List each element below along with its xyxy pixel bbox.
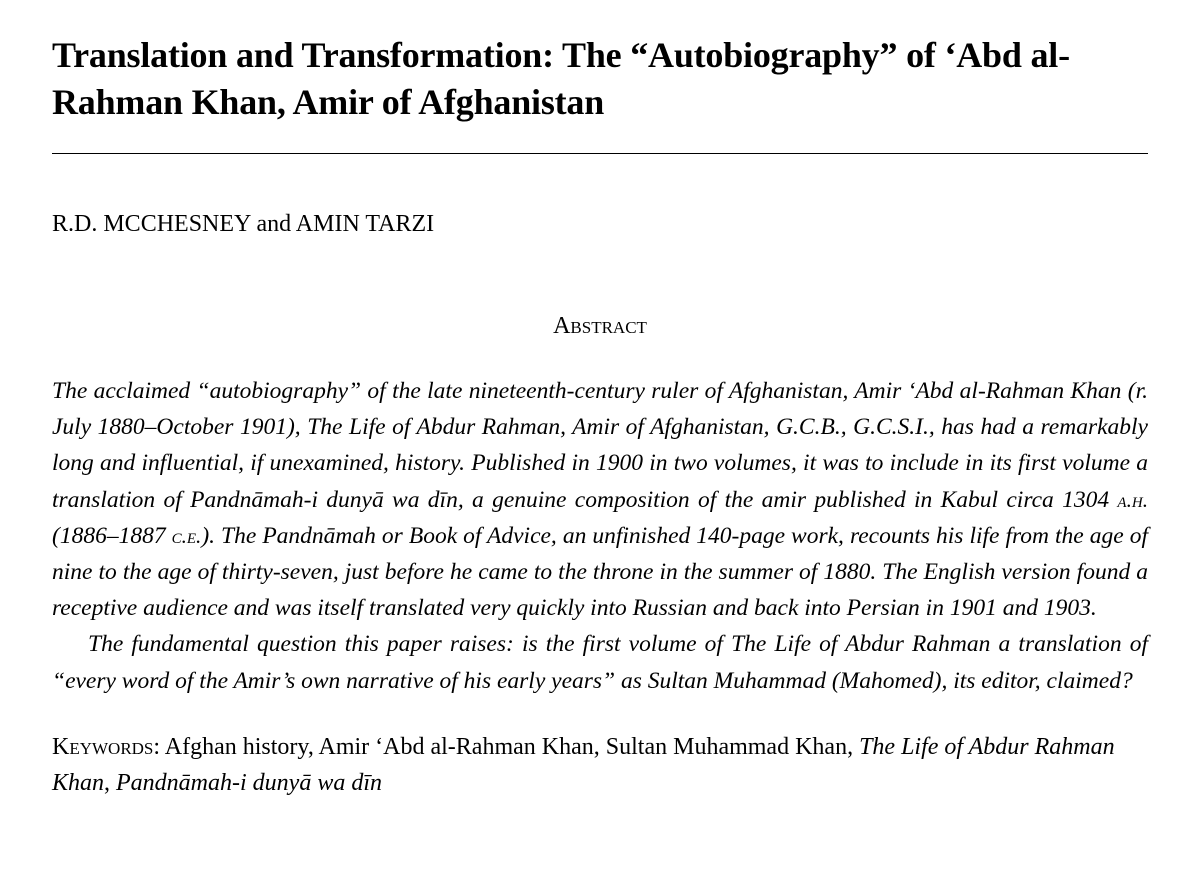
abstract-text-b: (1886–1887 (52, 522, 172, 549)
paper-title: Translation and Transformation: The “Autobiography” of ‘Abd al-Rahman Khan, Amir of Afghanistan (52, 35, 1070, 122)
era-ce: c.e. (171, 523, 202, 548)
abstract-text-c: ). The Pandnāmah or Book of Advice, an unfinished 140-page work, recounts his life from the age of nine to the age of thirty-seven, just before he came to the throne in the summer of 1880. The English version found a receptive audience and was itself translated very quickly into Russian and back into Persian in 1901 and 1903. (52, 522, 1148, 622)
author-line: R.D. MCCHESNEY and AMIN TARZI (52, 211, 435, 237)
keyword-italic-2: Pandnāmah-i dunyā wa dīn (116, 769, 382, 796)
keywords-label: Keywords: (52, 733, 161, 760)
keywords-line (52, 729, 1148, 801)
keywords-separator: , (104, 769, 117, 796)
abstract-paragraph-2: The fundamental question this paper raises: is the first volume of The Life of Abdur Rahman a translation of “every word of the Amir’s own narrative of his early years” as Sultan Muhammad (Mahomed), its editor, claimed? (52, 631, 1148, 694)
abstract-body (52, 373, 1148, 699)
keywords-plain: Afghan history, Amir ‘Abd al-Rahman Khan, Sultan Muhammad Khan, (160, 733, 860, 760)
abstract-paragraph-1 (52, 373, 1148, 626)
title-rule (52, 153, 1148, 154)
keyword-italic-1: The Life of Abdur Rahman Khan (52, 733, 1115, 796)
abstract-heading: Abstract (553, 313, 647, 339)
era-ah: a.h. (1117, 487, 1148, 512)
abstract-text-a: The acclaimed “autobiography” of the late nineteenth-century ruler of Afghanistan, Amir ‘Abd al-Rahman Khan (r. July 1880–October 1901), The Life of Abdur Rahman, Amir of Afghanistan, G.C.B., G.C.S.I., has had a remarkably long and influential, if unexamined, history. Published in 1900 in two volumes, it was to include in its first volume a translation of Pandnāmah-i dunyā wa dīn, a genuine composition of the amir published in Kabul circa 1304 (52, 378, 1148, 513)
